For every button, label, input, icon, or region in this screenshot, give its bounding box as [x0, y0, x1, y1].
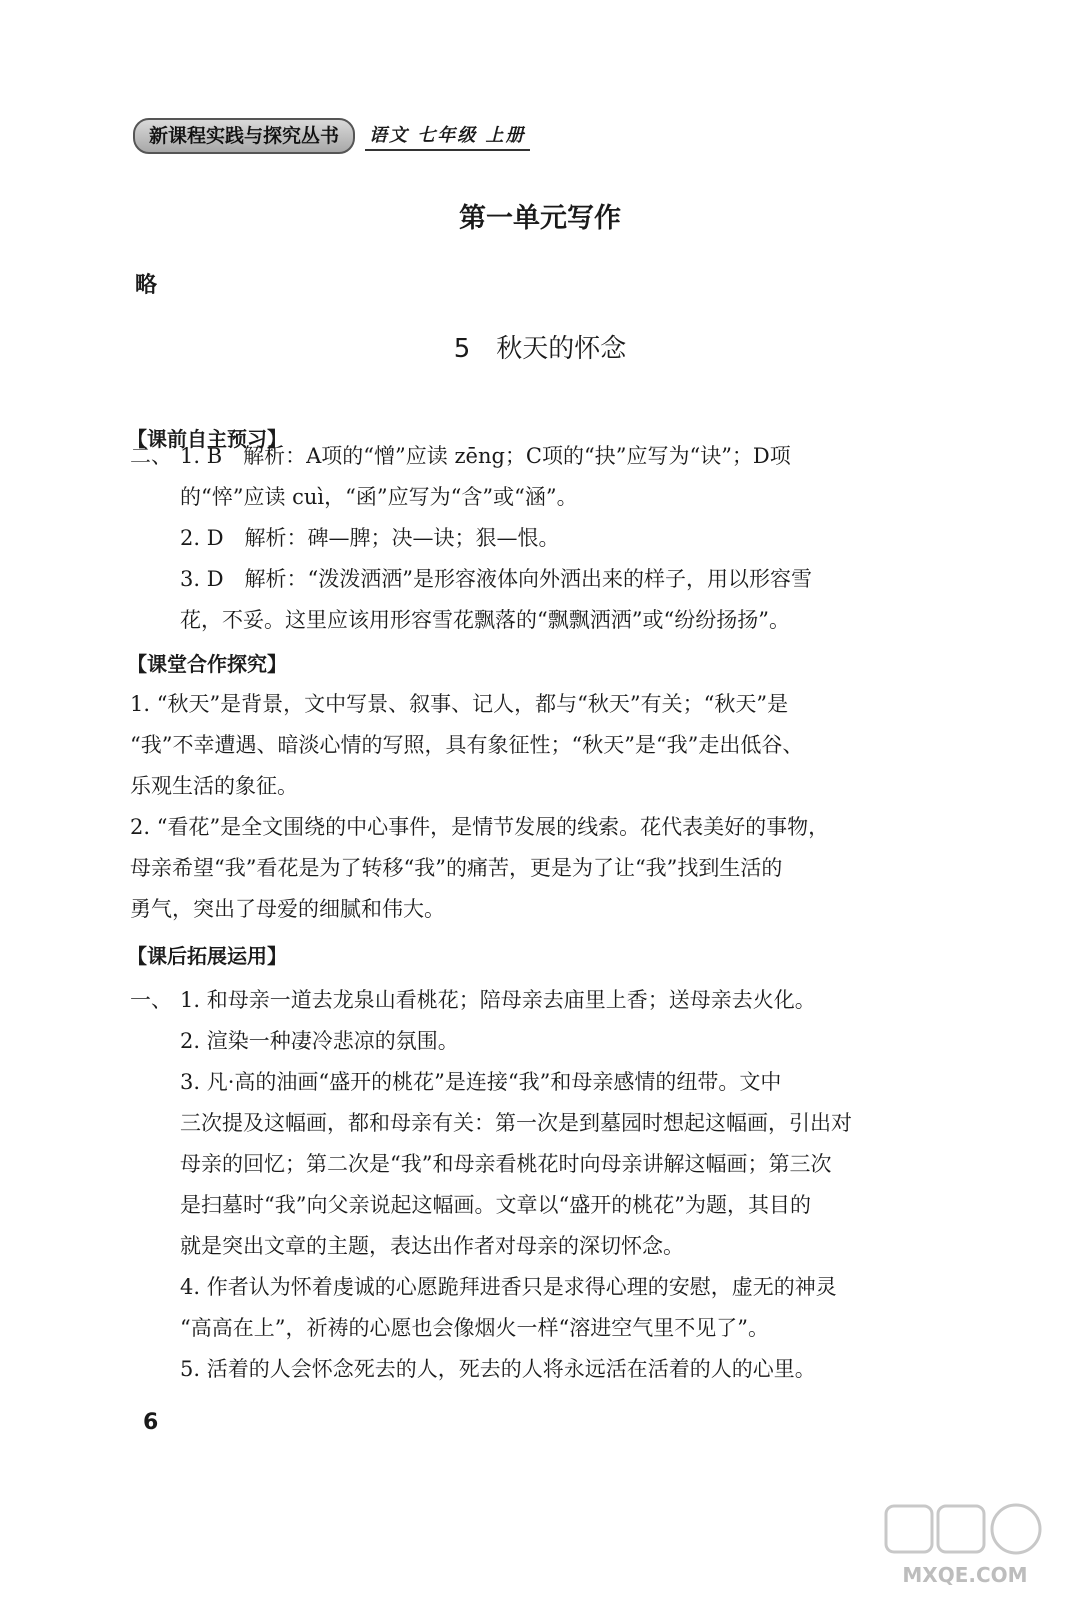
section-after-heading: 【课后拓展运用】: [127, 944, 287, 968]
watermark-logo: [880, 1500, 1050, 1590]
answer-line: 5. 活着的人会怀念死去的人，死去的人将永远活在活着的人的心里。: [180, 1357, 816, 1381]
answer-line: 就是突出文章的主题，表达出作者对母亲的深切怀念。: [180, 1234, 684, 1258]
preview-prefix: 二、: [130, 444, 172, 468]
watermark-text: MXQE.COM: [902, 1563, 1028, 1587]
answer-line: 的“悴”应读 cuì，“函”应写为“含”或“涵”。: [180, 485, 578, 509]
answer-line: 2. 渲染一种凄冷悲凉的氛围。: [180, 1029, 459, 1053]
answer-line: 母亲希望“我”看花是为了转移“我”的痛苦，更是为了让“我”找到生活的: [130, 856, 783, 880]
answer-line: 1. 和母亲一道去龙泉山看桃花；陪母亲去庙里上香；送母亲去火化。: [180, 988, 816, 1012]
answer-line: 1. “秋天”是背景，文中写景、叙事、记人，都与“秋天”有关；“秋天”是: [130, 692, 789, 716]
answer-line: “我”不幸遭遇、暗淡心情的写照，具有象征性；“秋天”是“我”走出低谷、: [130, 733, 804, 757]
answer-line: 1. B 解析：A项的“憎”应读 zēng；C项的“抉”应写为“诀”；D项: [180, 444, 791, 468]
answer-line: “高高在上”，祈祷的心愿也会像烟火一样“溶进空气里不见了”。: [180, 1316, 769, 1340]
lesson-title: 5 秋天的怀念: [453, 334, 627, 364]
page-header: [133, 118, 530, 154]
section-preview-heading: 【课前自主预习】: [127, 427, 287, 451]
answer-line: 3. D 解析：“泼泼洒洒”是形容液体向外洒出来的样子，用以形容雪: [180, 567, 813, 591]
answer-line: 乐观生活的象征。: [130, 774, 298, 798]
after-prefix: 一、: [130, 988, 172, 1012]
answer-line: 三次提及这幅画，都和母亲有关：第一次是到墓园时想起这幅画，引出对: [180, 1111, 852, 1135]
answer-line: 花，不妥。这里应该用形容雪花飘落的“飘飘洒洒”或“纷纷扬扬”。: [180, 608, 790, 632]
answer-line: 4. 作者认为怀着虔诚的心愿跪拜进香只是求得心理的安慰，虚无的神灵: [180, 1275, 837, 1299]
answer-line: 母亲的回忆；第二次是“我”和母亲看桃花时向母亲讲解这幅画；第三次: [180, 1152, 832, 1176]
answer-line: 3. 凡·高的油画“盛开的桃花”是连接“我”和母亲感情的纽带。文中: [180, 1070, 782, 1094]
unit-body: 略: [135, 272, 158, 298]
series-badge: 新课程实践与探究丛书: [133, 118, 355, 154]
answer-line: 2. “看花”是全文围绕的中心事件，是情节发展的线索。花代表美好的事物，: [130, 815, 830, 839]
subject-label: 语文 七年级 上册: [365, 121, 530, 151]
answer-line: 勇气，突出了母爱的细腻和伟大。: [130, 897, 445, 921]
answer-line: 2. D 解析：碑—脾；决—诀；狠—恨。: [180, 526, 560, 550]
answer-line: 是扫墓时“我”向父亲说起这幅画。文章以“盛开的桃花”为题，其目的: [180, 1193, 811, 1217]
section-classroom-heading: 【课堂合作探究】: [127, 652, 287, 676]
page-number: 6: [143, 1410, 159, 1435]
unit-title: 第一单元写作: [459, 203, 621, 234]
